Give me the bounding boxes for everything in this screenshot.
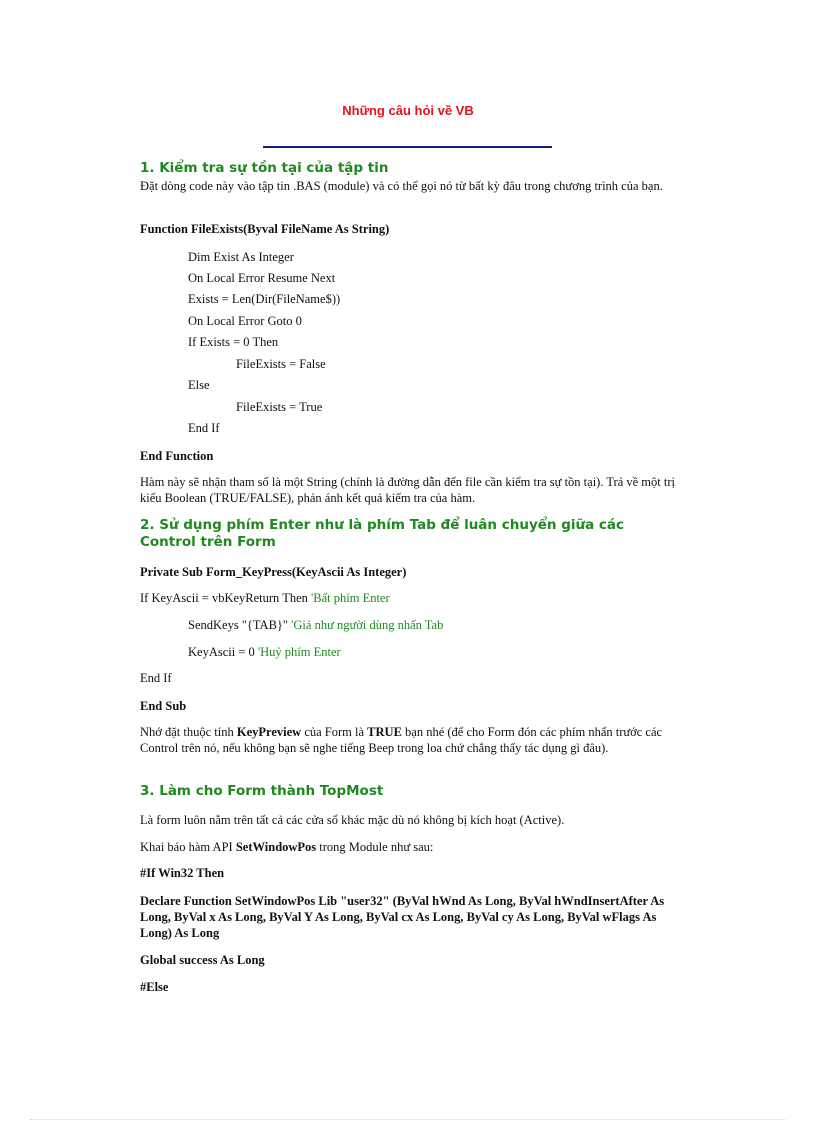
code-line bbox=[188, 617, 728, 633]
section-1-heading: 1. Kiểm tra sự tồn tại của tập tin bbox=[140, 160, 389, 176]
section-1-description: Hàm này sẽ nhận tham số là một String (chính là đường dẫn đến file cần kiểm tra sự tồn tại). Trả về một trị kiểu Boolean (TRUE/FALSE), phản ánh kết quả kiểm tra của hàm. bbox=[140, 475, 675, 505]
code-text: SendKeys "{TAB}" bbox=[188, 618, 292, 632]
section-3-heading: 3. Làm cho Form thành TopMost bbox=[140, 783, 384, 799]
function-declaration: Function FileExists(Byval FileName As String) bbox=[140, 222, 390, 236]
code-line: FileExists = False bbox=[236, 357, 326, 371]
sub-declaration: Private Sub Form_KeyPress(KeyAscii As Integer) bbox=[140, 565, 407, 579]
code-line: FileExists = True bbox=[236, 400, 323, 414]
sub-end: End Sub bbox=[140, 699, 187, 713]
code-line: On Local Error Goto 0 bbox=[188, 314, 302, 328]
code-line bbox=[188, 644, 728, 660]
code-comment: 'Giả như người dùng nhấn Tab bbox=[291, 618, 444, 632]
code-text: KeyAscii = 0 bbox=[188, 645, 258, 659]
code-line: If Exists = 0 Then bbox=[188, 335, 279, 349]
note-text: bạn nhé (để cho Form đón các phím nhấn trước các Control trên nó, nếu không bạn sẽ nghe tiếng Beep trong loa chứ chẳng thấy tác dụng gì đâu). bbox=[140, 725, 663, 755]
code-line: Else bbox=[188, 378, 210, 392]
code-comment: 'Bất phím Enter bbox=[311, 591, 390, 605]
title-underline bbox=[263, 146, 552, 148]
code-line: End If bbox=[188, 421, 220, 435]
code-line: End If bbox=[140, 671, 172, 685]
note-text: Nhớ đặt thuộc tính bbox=[140, 725, 237, 739]
code-line: Dim Exist As Integer bbox=[188, 250, 294, 264]
code-line: Exists = Len(Dir(FileName$)) bbox=[188, 292, 341, 306]
directive-if: #If Win32 Then bbox=[140, 866, 225, 880]
code-text: If KeyAscii = vbKeyReturn Then bbox=[140, 591, 312, 605]
note-property: KeyPreview bbox=[236, 725, 302, 739]
code-line: On Local Error Resume Next bbox=[188, 271, 336, 285]
note-text: của Form là bbox=[301, 725, 368, 739]
global-statement: Global success As Long bbox=[140, 953, 265, 967]
section-2-note bbox=[140, 724, 680, 756]
section-3-api-note bbox=[140, 839, 680, 855]
section-1-intro: Đặt dòng code này vào tập tin .BAS (module) và có thể gọi nó từ bất kỳ đâu trong chương trình của bạn. bbox=[140, 179, 663, 193]
function-end: End Function bbox=[140, 449, 214, 463]
code-line bbox=[140, 590, 680, 606]
note-text: Khai báo hàm API bbox=[140, 840, 236, 854]
page-title: Những câu hỏi về VB bbox=[342, 103, 474, 118]
code-comment: 'Huỷ phím Enter bbox=[257, 645, 341, 659]
api-name: SetWindowPos bbox=[235, 840, 317, 854]
declare-statement: Declare Function SetWindowPos Lib "user32" (ByVal hWnd As Long, ByVal hWndInsertAfter As Long, ByVal x As Long, ByVal Y As Long, ByVal cx As Long, ByVal cy As Long, ByVal wFlags As Long) As Long bbox=[140, 894, 665, 940]
section-3-intro: Là form luôn nằm trên tất cả các cửa sổ khác mặc dù nó không bị kích hoạt (Active). bbox=[140, 813, 565, 827]
section-2-heading: 2. Sử dụng phím Enter như là phím Tab để luân chuyển giữa các Control trên Form bbox=[140, 517, 625, 550]
page-bottom-border bbox=[30, 1119, 786, 1120]
directive-else: #Else bbox=[140, 980, 169, 994]
note-value: TRUE bbox=[367, 725, 402, 739]
note-text: trong Module như sau: bbox=[316, 840, 434, 854]
